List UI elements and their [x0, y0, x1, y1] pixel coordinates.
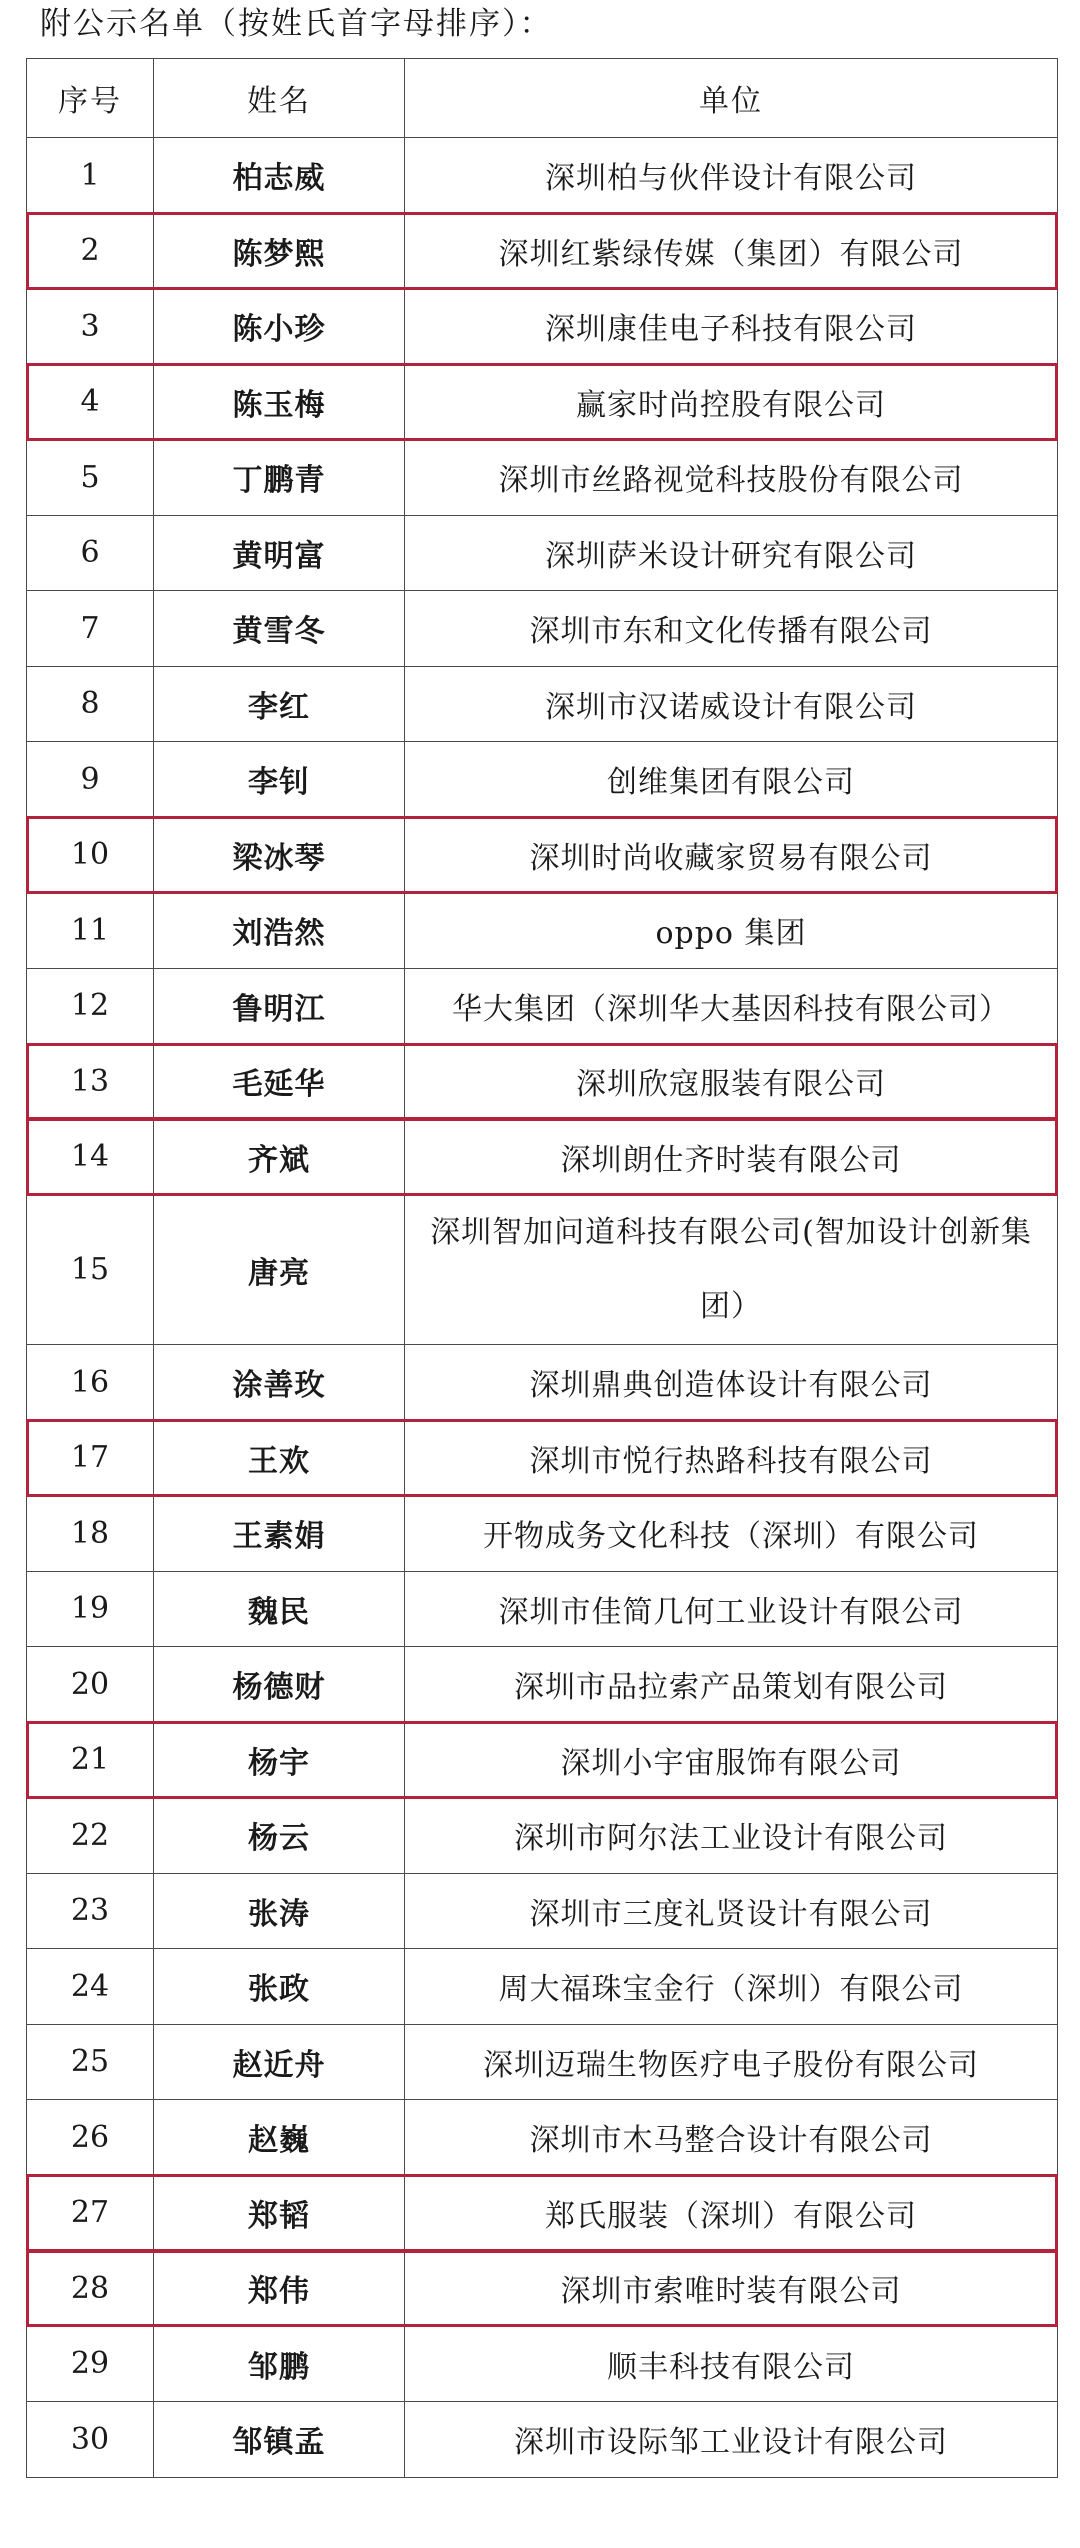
- table-row: [27, 1647, 1058, 1723]
- row-organization: 深圳市设际邹工业设计有限公司: [405, 2402, 1058, 2478]
- table-row: [27, 1873, 1058, 1949]
- row-number: 30: [27, 2402, 154, 2478]
- row-name: 赵近舟: [154, 2024, 405, 2100]
- row-number: 11: [27, 893, 154, 969]
- table-row: [27, 2100, 1058, 2176]
- row-organization: 深圳欣寇服装有限公司: [405, 1044, 1058, 1120]
- row-name: 黄雪冬: [154, 591, 405, 667]
- row-name: 杨宇: [154, 1722, 405, 1798]
- row-name: 郑伟: [154, 2251, 405, 2327]
- row-name: 毛延华: [154, 1044, 405, 1120]
- row-number: 29: [27, 2326, 154, 2402]
- row-organization: 深圳市东和文化传播有限公司: [405, 591, 1058, 667]
- row-number: 21: [27, 1722, 154, 1798]
- row-organization: 深圳鼎典创造体设计有限公司: [405, 1345, 1058, 1421]
- row-name: 张政: [154, 1949, 405, 2025]
- row-organization: 深圳智加问道科技有限公司(智加设计创新集团）: [405, 1195, 1058, 1345]
- row-organization: 华大集团（深圳华大基因科技有限公司）: [405, 968, 1058, 1044]
- row-number: 3: [27, 289, 154, 365]
- row-name: 李红: [154, 666, 405, 742]
- table-row: [27, 666, 1058, 742]
- row-name: 郑韬: [154, 2175, 405, 2251]
- roster-table: [26, 58, 1058, 2478]
- row-name: 杨云: [154, 1798, 405, 1874]
- row-organization: 郑氏服装（深圳）有限公司: [405, 2175, 1058, 2251]
- row-name: 梁冰琴: [154, 817, 405, 893]
- row-organization: 深圳迈瑞生物医疗电子股份有限公司: [405, 2024, 1058, 2100]
- row-number: 12: [27, 968, 154, 1044]
- table-row: [27, 817, 1058, 893]
- row-organization: 深圳市木马整合设计有限公司: [405, 2100, 1058, 2176]
- row-organization: 深圳小宇宙服饰有限公司: [405, 1722, 1058, 1798]
- row-number: 10: [27, 817, 154, 893]
- row-number: 16: [27, 1345, 154, 1421]
- table-row: [27, 1496, 1058, 1572]
- row-organization: 深圳康佳电子科技有限公司: [405, 289, 1058, 365]
- row-name: 齐斌: [154, 1119, 405, 1195]
- table-row: [27, 138, 1058, 214]
- row-organization: 深圳朗仕齐时装有限公司: [405, 1119, 1058, 1195]
- table-row: [27, 1420, 1058, 1496]
- header-organization: 单位: [405, 59, 1058, 138]
- row-name: 魏民: [154, 1571, 405, 1647]
- row-organization: 深圳萨米设计研究有限公司: [405, 515, 1058, 591]
- table-row: [27, 364, 1058, 440]
- table-row: [27, 2326, 1058, 2402]
- row-name: 柏志威: [154, 138, 405, 214]
- row-name: 陈梦熙: [154, 213, 405, 289]
- row-number: 7: [27, 591, 154, 667]
- row-name: 陈小珍: [154, 289, 405, 365]
- row-number: 1: [27, 138, 154, 214]
- table-row: [27, 2402, 1058, 2478]
- row-number: 13: [27, 1044, 154, 1120]
- table-row: [27, 515, 1058, 591]
- table-row: [27, 1949, 1058, 2025]
- row-organization: 顺丰科技有限公司: [405, 2326, 1058, 2402]
- table-row: [27, 2024, 1058, 2100]
- row-number: 23: [27, 1873, 154, 1949]
- row-number: 20: [27, 1647, 154, 1723]
- table-row: [27, 2251, 1058, 2327]
- row-number: 22: [27, 1798, 154, 1874]
- row-name: 唐亮: [154, 1195, 405, 1345]
- row-organization: 深圳市丝路视觉科技股份有限公司: [405, 440, 1058, 516]
- header-number: 序号: [27, 59, 154, 138]
- table-row: [27, 1044, 1058, 1120]
- table-row: [27, 1119, 1058, 1195]
- row-organization: 开物成务文化科技（深圳）有限公司: [405, 1496, 1058, 1572]
- row-organization: 深圳市佳简几何工业设计有限公司: [405, 1571, 1058, 1647]
- row-name: 鲁明江: [154, 968, 405, 1044]
- table-row: [27, 1345, 1058, 1421]
- row-organization: 周大福珠宝金行（深圳）有限公司: [405, 1949, 1058, 2025]
- row-name: 王素娟: [154, 1496, 405, 1572]
- row-name: 陈玉梅: [154, 364, 405, 440]
- row-number: 24: [27, 1949, 154, 2025]
- row-organization: 深圳时尚收藏家贸易有限公司: [405, 817, 1058, 893]
- row-organization: 深圳市三度礼贤设计有限公司: [405, 1873, 1058, 1949]
- row-name: 李钊: [154, 742, 405, 818]
- row-name: 邹鹏: [154, 2326, 405, 2402]
- row-name: 张涛: [154, 1873, 405, 1949]
- table-row: [27, 1195, 1058, 1345]
- roster-table-body: [27, 59, 1058, 2478]
- row-name: 黄明富: [154, 515, 405, 591]
- row-number: 28: [27, 2251, 154, 2327]
- table-row: [27, 440, 1058, 516]
- row-number: 27: [27, 2175, 154, 2251]
- table-header-row: [27, 59, 1058, 138]
- row-name: 涂善玫: [154, 1345, 405, 1421]
- table-row: [27, 1571, 1058, 1647]
- row-organization: 创维集团有限公司: [405, 742, 1058, 818]
- row-number: 25: [27, 2024, 154, 2100]
- table-row: [27, 213, 1058, 289]
- row-organization: 深圳市索唯时装有限公司: [405, 2251, 1058, 2327]
- row-organization: 深圳市阿尔法工业设计有限公司: [405, 1798, 1058, 1874]
- row-number: 15: [27, 1195, 154, 1345]
- row-number: 17: [27, 1420, 154, 1496]
- table-row: [27, 1798, 1058, 1874]
- row-organization: 深圳市汉诺威设计有限公司: [405, 666, 1058, 742]
- row-name: 杨德财: [154, 1647, 405, 1723]
- row-name: 王欢: [154, 1420, 405, 1496]
- row-number: 9: [27, 742, 154, 818]
- table-row: [27, 2175, 1058, 2251]
- table-row: [27, 1722, 1058, 1798]
- row-number: 18: [27, 1496, 154, 1572]
- table-row: [27, 968, 1058, 1044]
- row-organization: 深圳柏与伙伴设计有限公司: [405, 138, 1058, 214]
- row-organization: oppo 集团: [405, 893, 1058, 969]
- row-number: 8: [27, 666, 154, 742]
- row-name: 丁鹏青: [154, 440, 405, 516]
- row-number: 19: [27, 1571, 154, 1647]
- row-organization: 深圳市悦行热路科技有限公司: [405, 1420, 1058, 1496]
- row-number: 4: [27, 364, 154, 440]
- header-name: 姓名: [154, 59, 405, 138]
- row-organization: 赢家时尚控股有限公司: [405, 364, 1058, 440]
- row-number: 5: [27, 440, 154, 516]
- row-number: 14: [27, 1119, 154, 1195]
- row-organization: 深圳市品拉索产品策划有限公司: [405, 1647, 1058, 1723]
- table-row: [27, 742, 1058, 818]
- row-number: 2: [27, 213, 154, 289]
- page-heading: 附公示名单（按姓氏首字母排序）：: [40, 6, 553, 42]
- row-number: 6: [27, 515, 154, 591]
- table-row: [27, 893, 1058, 969]
- row-number: 26: [27, 2100, 154, 2176]
- row-organization: 深圳红紫绿传媒（集团）有限公司: [405, 213, 1058, 289]
- row-name: 邹镇孟: [154, 2402, 405, 2478]
- table-row: [27, 289, 1058, 365]
- row-name: 赵巍: [154, 2100, 405, 2176]
- table-row: [27, 591, 1058, 667]
- row-name: 刘浩然: [154, 893, 405, 969]
